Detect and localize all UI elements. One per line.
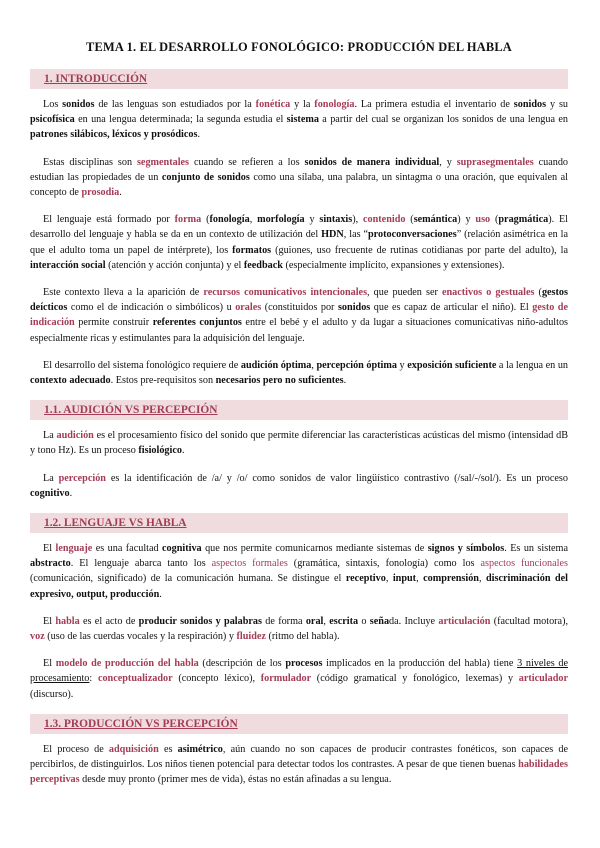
document-page [30,40,568,800]
paragraph-habla: El habla es el acto de producir sonidos y palabras de forma oral, escrita o señada. Incluye articulación (facultad motora), voz (uso de las cuerdas vocales y la respiración) y fluidez (ritmo del habla). [30,615,569,643]
paragraph-sistema-fonologico: El desarrollo del sistema fonológico requiere de audición óptima, percepción óptima y exposición suficiente a la lengua en un contexto adecuado. Estos pre-requisitos son necesarios pero no suficientes. [30,359,569,387]
section-heading-lenguaje-habla: 1.2. LENGUAJE VS HABLA [30,513,568,533]
paragraph-recursos-comunicativos: Este contexto lleva a la aparición de recursos comunicativos intencionales, que pueden ser enactivos o gestuales (gestos deícticos como el de indicación o simbólicos) u orales (constituidos por sonidos que es capaz de articular el niño). El gesto de indicación permite construir referentes conjuntos entre el bebé y el adulto y da lugar a situaciones comunicativas niño-adultos especialmente ricas y estimulantes para la adquisición del lenguaje. [30,287,569,344]
paragraph-sonidos: Los sonidos de las lenguas son estudiados por la fonética y la fonología. La primera estudia el inventario de sonidos y su psicofísica en una lengua determinada; la segunda estudia el sistema a partir del cual se organizan los sonidos de una lengua en patrones silábicos, léxicos y prosódicos. [30,99,568,141]
section-heading-produccion-percepcion: 1.3. PRODUCCIÓN VS PERCEPCIÓN [30,714,568,734]
paragraph-percepcion: La percepción es la identificación de /a/ y /o/ como sonidos de valor lingüístico contrastivo (/sal/-/sol/). Es un proceso cognitivo. [30,472,568,499]
section-heading-introduccion: 1. INTRODUCCIÓN [30,69,568,89]
paragraph-lenguaje: El lenguaje es una facultad cognitiva que nos permite comunicarnos mediante sistemas de signos y símbolos. Es un sistema abstracto. El lenguaje abarca tanto los aspectos formales (gramática, sintaxis, fonología) como los aspectos funcionales (comunicación, significado) de la comunicación humana. Se distingue el receptivo, input, comprensión, discriminación del expresivo, output, producción. [30,543,569,600]
section-heading-audicion-percepcion: 1.1. AUDICIÓN VS PERCEPCIÓN [30,400,568,420]
paragraph-lenguaje-forma: El lenguaje está formado por forma (fonología, morfología y sintaxis), contenido (semántica) y uso (pragmática). El desarrollo del lenguaje y habla se da en un contexto de utilización del HDN, las “protoconversaciones” (relación asimétrica en la que el adulto toma un papel de intérprete), los formatos (guiones, uso frecuente de rutinas cotidianas por parte del adulto), la interacción social (atención y acción conjunta) y el feedback (especialmente implícito, expansiones y extensiones). [30,214,569,271]
page-title: TEMA 1. EL DESARROLLO FONOLÓGICO: PRODUCCIÓN DEL HABLA [86,40,512,54]
paragraph-adquisicion: El proceso de adquisición es asimétrico, aún cuando no son capaces de producir contrastes fonéticos, son capaces de percibirlos, de distinguirlos. Los niños tienen potencial para detectar todos los contrastes. A pesar de que tienen buenas habilidades perceptivas desde muy pronto (primer mes de vida), éstas no están afinadas a su lengua. [30,743,568,786]
paragraph-audicion: La audición es el procesamiento físico del sonido que permite diferenciar las características acústicas del mismo (intensidad dB y tono Hz). Es un proceso fisiológico. [30,430,569,457]
paragraph-modelo-produccion: El modelo de producción del habla (descripción de los procesos implicados en la producción del habla) tiene 3 niveles de procesamiento: conceptualizador (concepto léxico), formulador (código gramatical y fonológico, lexemas) y articulador (discurso). [30,658,568,700]
paragraph-disciplinas: Estas disciplinas son segmentales cuando se refieren a los sonidos de manera individual, y suprasegmentales cuando estudian las propiedades de un conjunto de sonidos como una sílaba, una palabra, un sintagma o una oración, que equivalen al concepto de prosodia. [30,156,569,199]
